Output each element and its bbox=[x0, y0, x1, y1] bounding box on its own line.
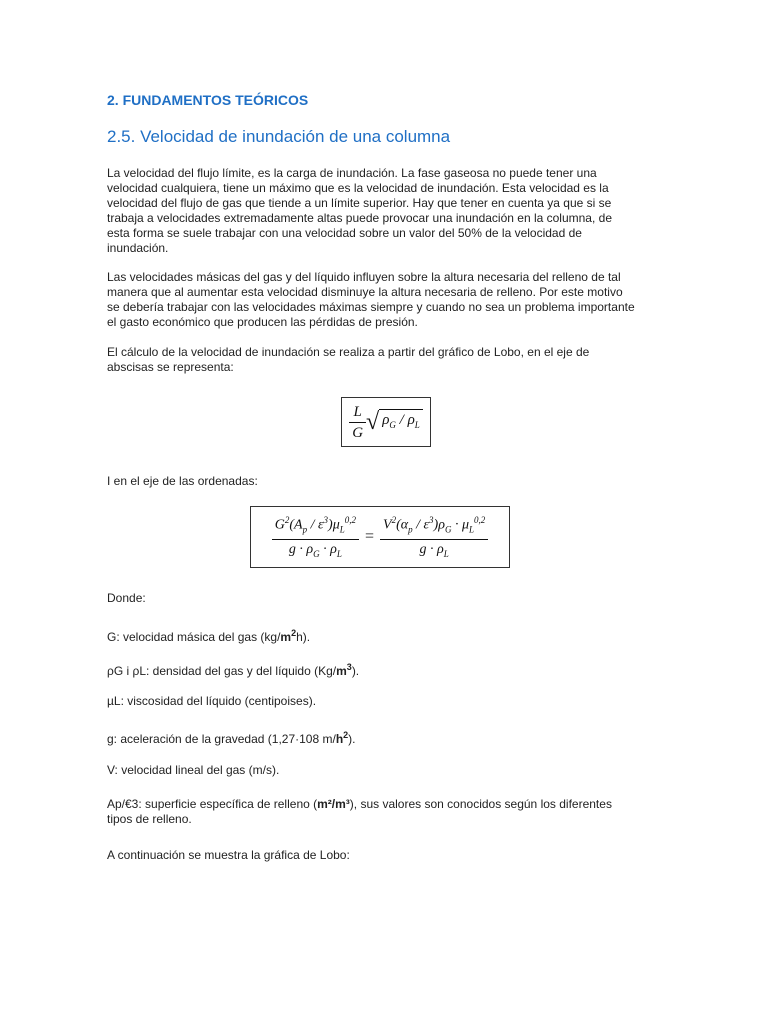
p3-line: abscisas se representa: bbox=[107, 360, 234, 374]
eq2-lhs-denominator bbox=[272, 540, 359, 564]
sup: 0,2 bbox=[474, 514, 486, 525]
definition-v: V: velocidad lineal del gas (m/s). bbox=[107, 763, 280, 777]
dot: · bbox=[319, 542, 331, 558]
sub-l: L bbox=[414, 420, 420, 430]
p2-line: Las velocidades másicas del gas y del líquido influyen sobre la altura necesaria del relleno de tal bbox=[107, 270, 621, 284]
slash: / bbox=[307, 517, 318, 533]
definition-rho bbox=[107, 660, 667, 679]
paragraph-1 bbox=[107, 166, 667, 256]
unit-sup: 2 bbox=[291, 628, 297, 638]
p1-line: esta forma se suele trabajar con una velocidad sobre un valor del 50% de la velocidad de bbox=[107, 226, 582, 240]
subsection-title: 2.5. Velocidad de inundación de una columna bbox=[107, 127, 451, 146]
p2-line: el gasto económico que producen las pérdidas de presión. bbox=[107, 315, 418, 329]
eq1-fraction bbox=[349, 402, 366, 443]
eq1-denominator: G bbox=[352, 424, 364, 441]
definition-mu: µL: viscosidad del líquido (centipoises). bbox=[107, 694, 317, 708]
sub-g: G bbox=[389, 420, 396, 430]
eq1-numerator: L bbox=[349, 402, 366, 423]
definition-g bbox=[107, 626, 667, 645]
paragraph-3 bbox=[107, 345, 667, 375]
def-ap-line bbox=[107, 797, 667, 812]
a-symbol: A bbox=[294, 517, 303, 533]
p2-line: se debería trabajar con las velocidades máximas siempre y cuando no sea un problema importante bbox=[107, 300, 635, 314]
eq1-sqrt bbox=[366, 409, 423, 436]
dot: · bbox=[451, 517, 462, 533]
eq2-rhs-numerator: $V^2(\alpha_p / \varepsilon^3)\rho_G \cdot \mu_L^{0,2}$ bbox=[380, 510, 488, 540]
unit-bold: m bbox=[336, 664, 347, 678]
sub: L bbox=[339, 524, 345, 535]
unit-sup: 3 bbox=[346, 662, 352, 672]
sub: L bbox=[443, 549, 449, 560]
dot: · bbox=[426, 542, 438, 558]
sup: 2 bbox=[284, 514, 290, 525]
abscissa-formula bbox=[341, 397, 431, 447]
paragraph-4: I en el eje de las ordenadas: bbox=[107, 474, 258, 488]
alpha-symbol: α bbox=[400, 517, 409, 533]
p3-line: El cálculo de la velocidad de inundación se realiza a partir del gráfico de Lobo, en el eje de bbox=[107, 345, 590, 359]
paragraph-final: A continuación se muestra la gráfica de Lobo: bbox=[107, 848, 350, 862]
slash: / bbox=[412, 517, 424, 533]
mu-symbol: μ bbox=[461, 517, 469, 533]
eq2-rhs-denominator bbox=[380, 540, 488, 564]
paragraph-2 bbox=[107, 270, 667, 330]
sub: p bbox=[302, 524, 308, 535]
dot: · bbox=[295, 542, 307, 558]
ordinate-formula bbox=[250, 506, 510, 568]
rho-symbol: ρ bbox=[407, 412, 415, 428]
eq2-lhs-fraction bbox=[272, 510, 359, 564]
def-tail: ), sus valores son conocidos según los diferentes bbox=[349, 797, 612, 811]
unit-bold: h bbox=[335, 732, 344, 746]
rho-symbol: ρ bbox=[437, 542, 444, 558]
rho-symbol: ρ bbox=[382, 412, 390, 428]
sup: 3 bbox=[323, 514, 329, 525]
v-symbol: V bbox=[383, 517, 392, 533]
unit-sup: 2 bbox=[343, 730, 349, 740]
def-text: Ap/€3: superficie específica de relleno ( bbox=[107, 797, 318, 811]
p1-line: inundación. bbox=[107, 241, 169, 255]
eq1-radicand bbox=[379, 409, 423, 435]
section-title: 2. FUNDAMENTOS TEÓRICOS bbox=[107, 92, 309, 108]
sub: L bbox=[468, 524, 474, 535]
sub: p bbox=[408, 524, 413, 535]
p1-line: trabaja a velocidades extremadamente altas puede provocar una inundación en la columna, de bbox=[107, 211, 612, 225]
slash: / bbox=[395, 412, 408, 428]
sqrt-symbol: √ bbox=[366, 408, 380, 435]
sub: G bbox=[444, 524, 452, 535]
unit-bold: m²/m³ bbox=[317, 797, 350, 811]
def-text: G: velocidad másica del gas (kg/ bbox=[107, 630, 281, 644]
p1-line: La velocidad del flujo límite, es la carga de inundación. La fase gaseosa no puede tener una bbox=[107, 166, 597, 180]
epsilon-symbol: ε bbox=[423, 517, 430, 533]
eq2-rhs-fraction bbox=[380, 510, 488, 564]
sup: 0,2 bbox=[344, 514, 356, 525]
g-symbol: g bbox=[419, 542, 427, 558]
p1-line: velocidad del flujo de gas que tiende a un límite superior. Hay que tener en cuenta ya que si se bbox=[107, 196, 612, 210]
def-tail: h). bbox=[296, 630, 311, 644]
rho-symbol: ρ bbox=[438, 517, 445, 533]
unit-bold: m bbox=[280, 630, 292, 644]
rho-symbol: ρ bbox=[306, 542, 314, 558]
sup: 2 bbox=[391, 514, 397, 525]
rho-symbol: ρ bbox=[330, 542, 337, 558]
definition-gravity bbox=[107, 728, 667, 747]
g-symbol: G bbox=[274, 517, 285, 533]
def-tail: ). bbox=[351, 664, 360, 678]
paragraph-donde: Donde: bbox=[107, 591, 146, 605]
g-symbol: g bbox=[288, 542, 296, 558]
equals-sign: = bbox=[365, 528, 375, 545]
mu-symbol: μ bbox=[332, 517, 340, 533]
epsilon-symbol: ε bbox=[318, 517, 324, 533]
def-ap-line: tipos de relleno. bbox=[107, 812, 192, 826]
def-text: g: aceleración de la gravedad (1,27·108 m/ bbox=[107, 732, 336, 746]
eq2-lhs-numerator: $G^2(A_p / \varepsilon^3)\mu_L^{0,2}$ bbox=[272, 510, 359, 540]
def-text: ρG i ρL: densidad del gas y del líquido (Kg/ bbox=[107, 664, 337, 678]
definition-ap bbox=[107, 797, 667, 827]
def-tail: ). bbox=[348, 732, 356, 746]
sub: G bbox=[313, 549, 320, 560]
p1-line: velocidad cualquiera, tiene un máximo que es la velocidad de inundación. Esta velocidad es la bbox=[107, 181, 609, 195]
sup: 3 bbox=[429, 514, 434, 525]
sub: L bbox=[336, 549, 342, 560]
p2-line: manera que al aumentar esta velocidad disminuye la altura necesaria de relleno. Por este motivo bbox=[107, 285, 623, 299]
